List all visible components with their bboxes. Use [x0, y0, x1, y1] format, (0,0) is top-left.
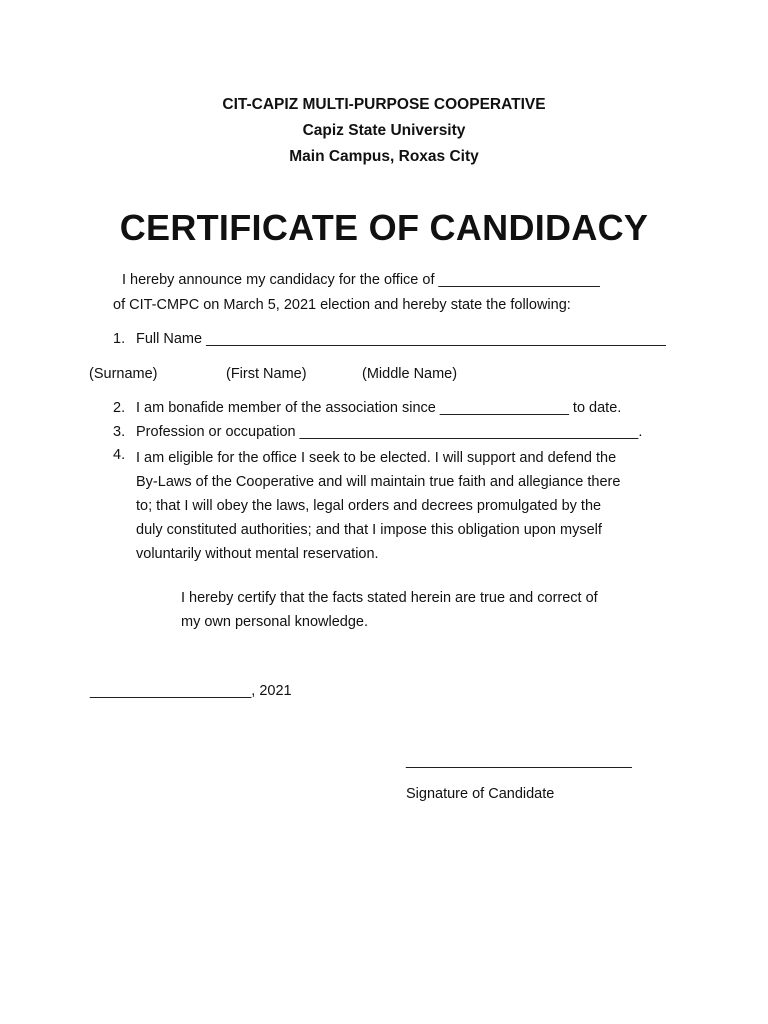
item-3-number: 3. — [113, 424, 126, 440]
label-first-name: (First Name) — [226, 366, 307, 382]
item-4-eligibility-paragraph — [136, 446, 681, 566]
signature-line: ____________________________ — [406, 753, 632, 769]
item-4-line-2: By-Laws of the Cooperative and will maintain true faith and allegiance there — [136, 474, 621, 490]
university-name: Capiz State University — [302, 122, 466, 139]
certification-line-1: I hereby certify that the facts stated herein are true and correct of — [181, 590, 598, 606]
label-surname: (Surname) — [89, 366, 158, 382]
intro-line-2: of CIT-CMPC on March 5, 2021 election and hereby state the following: — [113, 297, 571, 313]
item-4-line-3: to; that I will obey the laws, legal orders and decrees promulgated by the — [136, 498, 602, 514]
campus-name: Main Campus, Roxas City — [289, 148, 479, 165]
org-name: CIT-CAPIZ MULTI-PURPOSE COOPERATIVE — [222, 96, 546, 113]
page-title: CERTIFICATE OF CANDIDACY — [119, 207, 649, 248]
item-1-number: 1. — [113, 331, 126, 347]
certification-line-2: my own personal knowledge. — [181, 614, 368, 630]
intro-line-1: I hereby announce my candidacy for the office of ____________________ — [122, 272, 600, 288]
date-line: ____________________, 2021 — [90, 683, 292, 699]
item-4-line-1: I am eligible for the office I seek to be elected. I will support and defend the — [136, 450, 617, 466]
item-3-profession: Profession or occupation __________________________________________. — [136, 424, 643, 440]
item-2-number: 2. — [113, 400, 126, 416]
item-4-line-5: voluntarily without mental reservation. — [136, 546, 379, 562]
item-1-full-name: Full Name _________________________________________________________ — [136, 331, 666, 347]
item-2-membership: I am bonafide member of the association since ________________ to date. — [136, 400, 622, 416]
item-4-number: 4. — [113, 447, 126, 463]
signature-label: Signature of Candidate — [406, 786, 555, 802]
label-middle-name: (Middle Name) — [362, 366, 458, 382]
item-4-line-4: duly constituted authorities; and that I impose this obligation upon myself — [136, 522, 602, 538]
